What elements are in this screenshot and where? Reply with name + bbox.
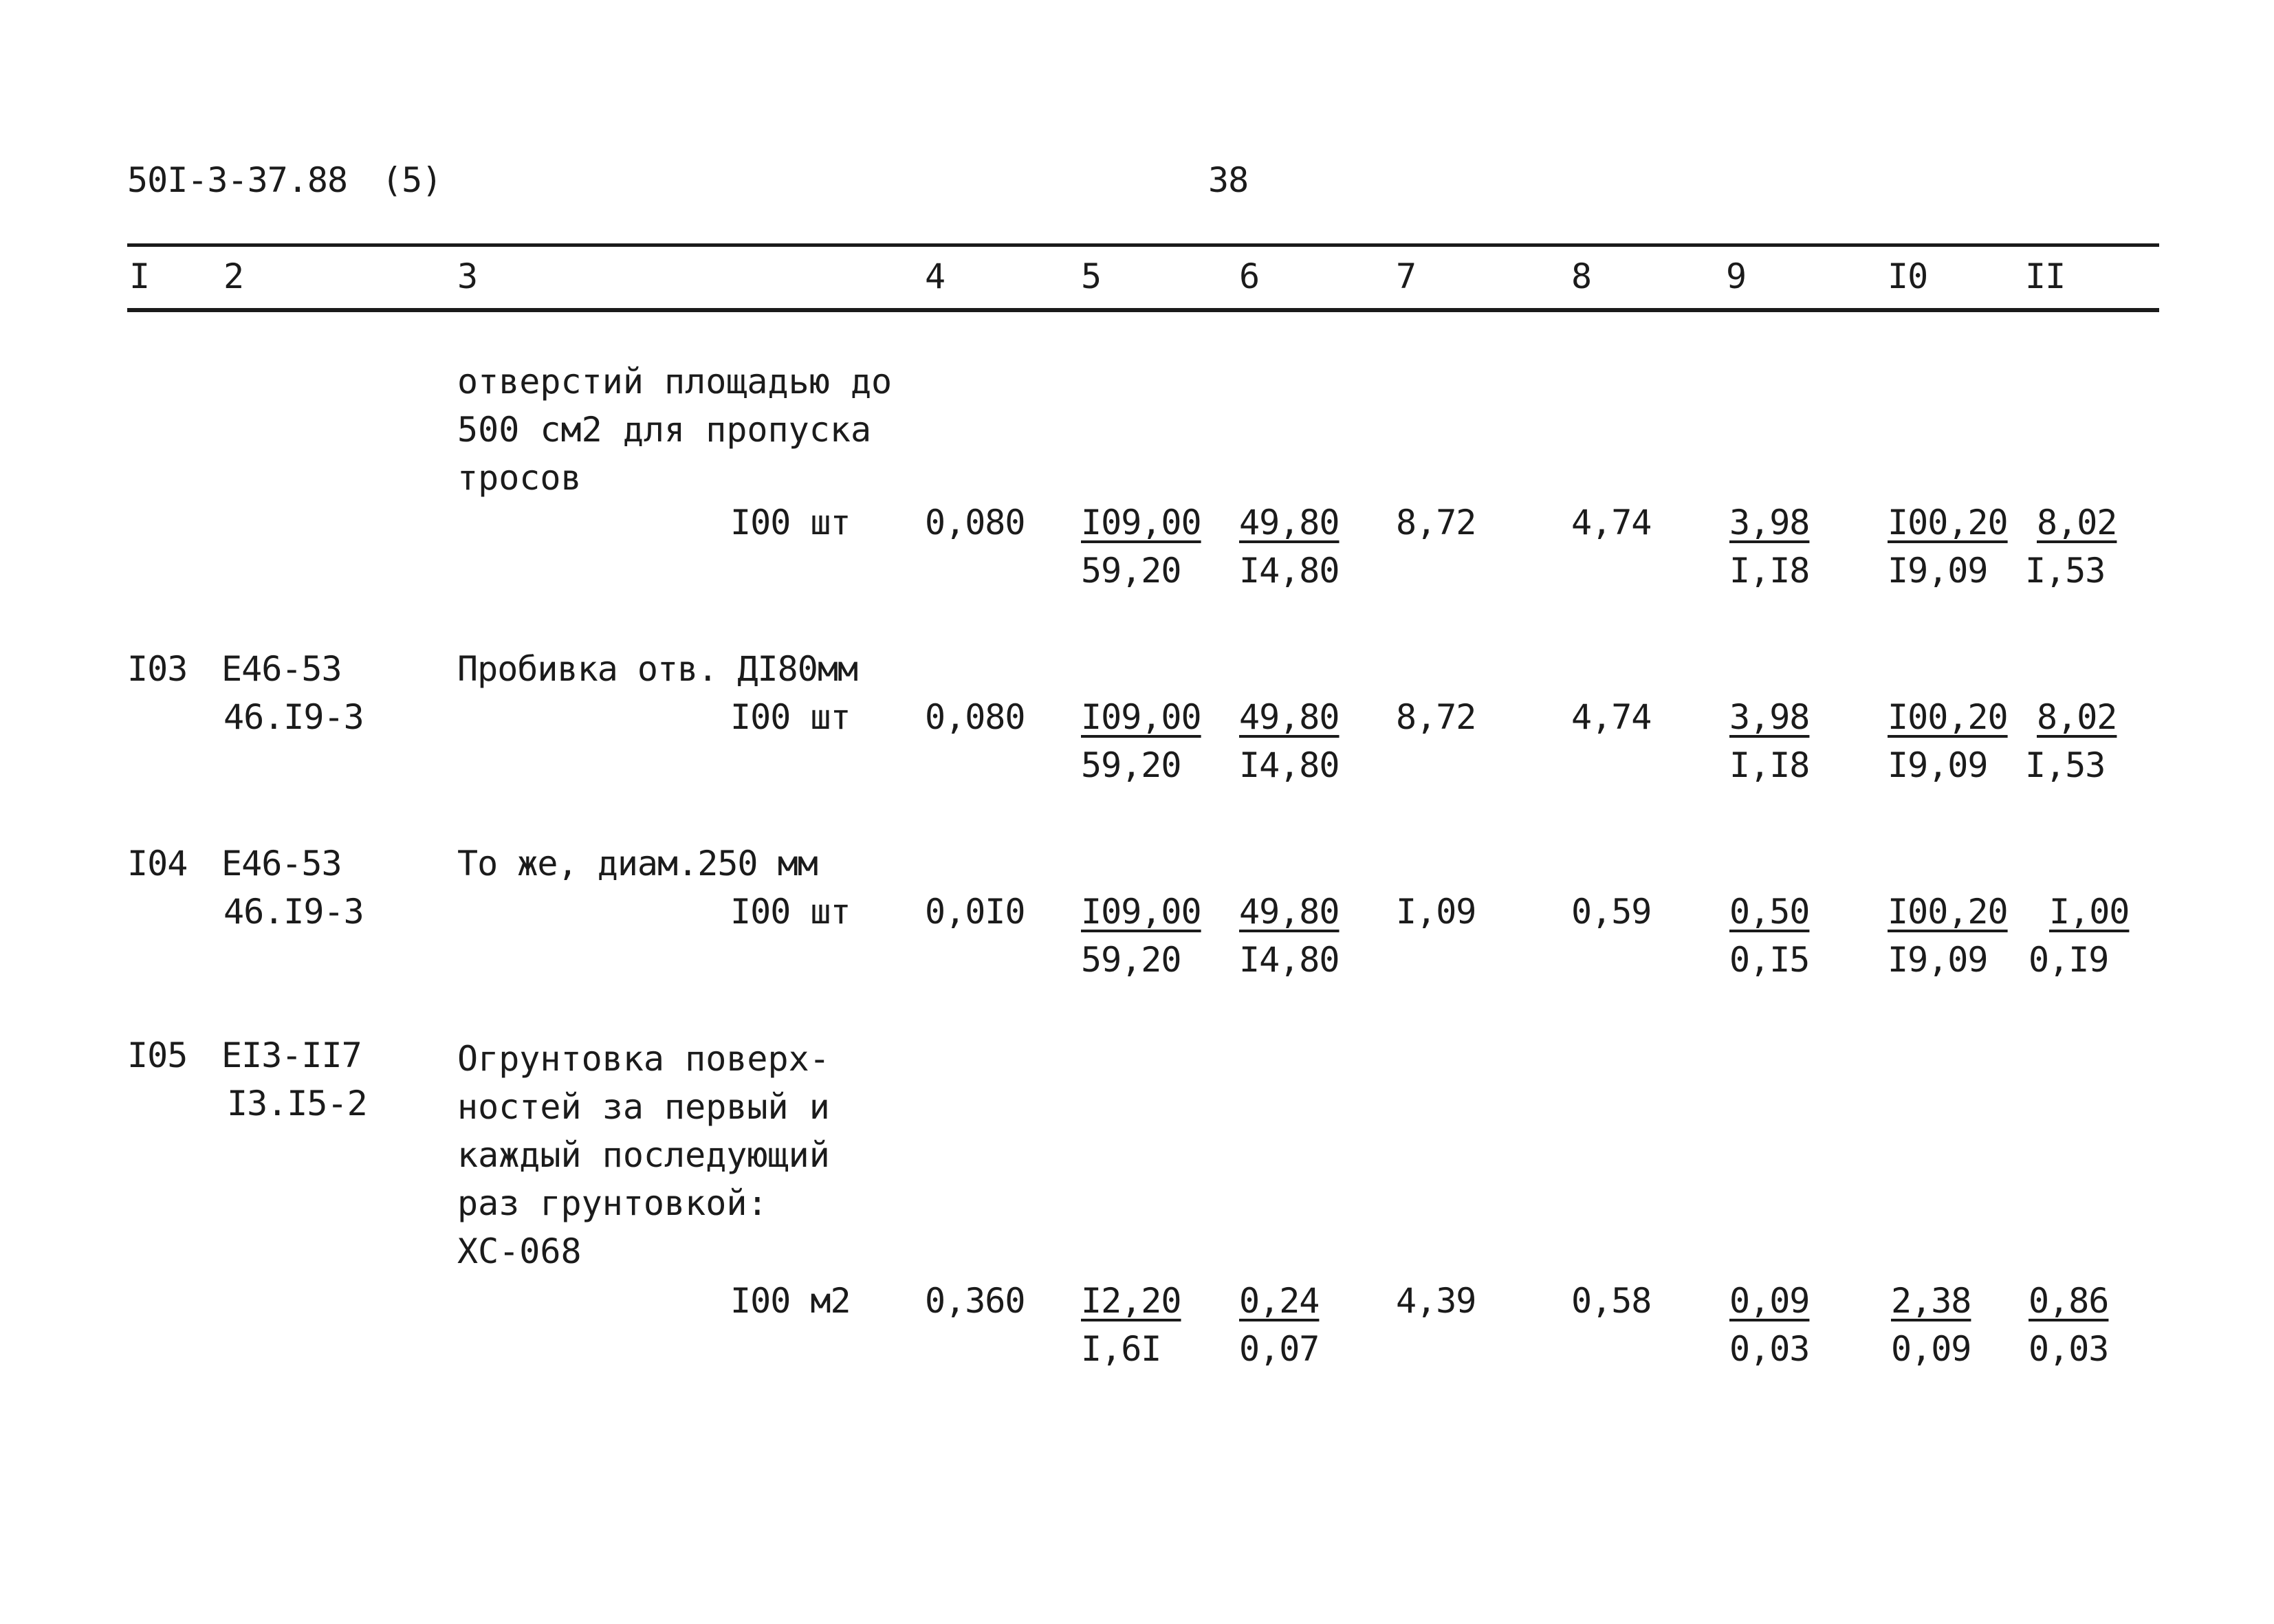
- norm-code-sub: 46.I9-3: [223, 697, 364, 737]
- col10-top: 2,38: [1891, 1281, 1971, 1321]
- description-line: тросов: [457, 458, 582, 498]
- col6-bottom: I4,80: [1239, 551, 1340, 591]
- norm-code-sub: I3.I5-2: [227, 1084, 367, 1123]
- col6-top: 49,80: [1239, 503, 1340, 542]
- row-description: То же, диам.250 мм: [457, 844, 818, 884]
- col8: 4,74: [1571, 697, 1652, 737]
- norm-code: ЕI3-II7: [221, 1035, 362, 1075]
- col5-bottom: 59,20: [1081, 940, 1181, 980]
- row-number: I03: [127, 649, 188, 689]
- col9-top: 3,98: [1729, 503, 1810, 542]
- row-description: [457, 1035, 939, 1275]
- col10-top: I00,20: [1888, 697, 2008, 737]
- norm-code-sub: 46.I9-3: [223, 892, 364, 932]
- unit: I00 шт: [730, 892, 851, 932]
- description-line: ХС-068: [457, 1231, 582, 1271]
- col10-bottom: I9,09: [1888, 745, 1988, 785]
- col11-bottom: I,53: [2025, 551, 2106, 591]
- col9-bottom: I,I8: [1729, 551, 1810, 591]
- col5-bottom: 59,20: [1081, 551, 1181, 591]
- col11-bottom: 0,I9: [2029, 940, 2109, 980]
- col10-bottom: I9,09: [1888, 551, 1988, 591]
- col8: 0,59: [1571, 892, 1652, 932]
- col6-bottom: I4,80: [1239, 745, 1340, 785]
- document-code: 50I-3-37.88: [127, 160, 348, 200]
- col6-bottom: 0,07: [1239, 1329, 1320, 1369]
- description-line: 500 см2 для пропуска: [457, 410, 872, 450]
- col-header-3: 3: [457, 256, 478, 296]
- col-header-1: I: [129, 256, 150, 296]
- col-header-5: 5: [1081, 256, 1102, 296]
- col9-top: 0,50: [1729, 892, 1810, 932]
- quantity: 0,360: [925, 1281, 1025, 1321]
- col-header-6: 6: [1239, 256, 1260, 296]
- col11-top: I,00: [2049, 892, 2130, 932]
- col9-top: 3,98: [1729, 697, 1810, 737]
- col10-bottom: I9,09: [1888, 940, 1988, 980]
- description-line: отверстий площадью до: [457, 362, 893, 402]
- col9-bottom: 0,03: [1729, 1329, 1810, 1369]
- col5-top: I2,20: [1081, 1281, 1181, 1321]
- page-number: 38: [1208, 160, 1249, 200]
- quantity: 0,080: [925, 697, 1025, 737]
- col6-top: 49,80: [1239, 697, 1340, 737]
- unit: I00 шт: [730, 697, 851, 737]
- col11-top: 8,02: [2037, 503, 2117, 542]
- col11-bottom: 0,03: [2029, 1329, 2109, 1369]
- col-header-9: 9: [1726, 256, 1747, 296]
- col8: 4,74: [1571, 503, 1652, 542]
- col7: 8,72: [1396, 697, 1476, 737]
- col11-top: 0,86: [2029, 1281, 2109, 1321]
- col6-top: 0,24: [1239, 1281, 1320, 1321]
- table-top-rule: [127, 243, 2159, 247]
- col7: I,09: [1396, 892, 1476, 932]
- row-description: [457, 358, 939, 502]
- col-header-4: 4: [925, 256, 945, 296]
- col9-bottom: I,I8: [1729, 745, 1810, 785]
- col6-bottom: I4,80: [1239, 940, 1340, 980]
- unit: I00 шт: [730, 503, 851, 542]
- row-number: I04: [127, 844, 188, 884]
- sheet-number: (5): [382, 160, 442, 200]
- description-line: Огрунтовка поверх-: [457, 1039, 830, 1079]
- col6-top: 49,80: [1239, 892, 1340, 932]
- table-header-rule: [127, 308, 2159, 312]
- norm-code: Е46-53: [221, 649, 342, 689]
- row-number: I05: [127, 1035, 188, 1075]
- col5-top: I09,00: [1081, 697, 1201, 737]
- col9-top: 0,09: [1729, 1281, 1810, 1321]
- col5-top: I09,00: [1081, 503, 1201, 542]
- col-header-8: 8: [1571, 256, 1592, 296]
- col10-top: I00,20: [1888, 503, 2008, 542]
- col-header-7: 7: [1396, 256, 1417, 296]
- col5-bottom: 59,20: [1081, 745, 1181, 785]
- col5-top: I09,00: [1081, 892, 1201, 932]
- quantity: 0,0I0: [925, 892, 1025, 932]
- col10-top: I00,20: [1888, 892, 2008, 932]
- col7: 4,39: [1396, 1281, 1476, 1321]
- col11-top: 8,02: [2037, 697, 2117, 737]
- unit: I00 м2: [730, 1281, 851, 1321]
- col5-bottom: I,6I: [1081, 1329, 1161, 1369]
- col7: 8,72: [1396, 503, 1476, 542]
- description-line: ностей за первый и: [457, 1087, 830, 1127]
- norm-code: Е46-53: [221, 844, 342, 884]
- description-line: раз грунтовкой:: [457, 1183, 768, 1223]
- col-header-10: I0: [1888, 256, 1928, 296]
- col8: 0,58: [1571, 1281, 1652, 1321]
- col-header-11: II: [2025, 256, 2066, 296]
- col11-bottom: I,53: [2025, 745, 2106, 785]
- col10-bottom: 0,09: [1891, 1329, 1971, 1369]
- row-description: Пробивка отв. ДI80мм: [457, 649, 858, 689]
- description-line: каждый последующий: [457, 1135, 830, 1175]
- col-header-2: 2: [223, 256, 244, 296]
- quantity: 0,080: [925, 503, 1025, 542]
- col9-bottom: 0,I5: [1729, 940, 1810, 980]
